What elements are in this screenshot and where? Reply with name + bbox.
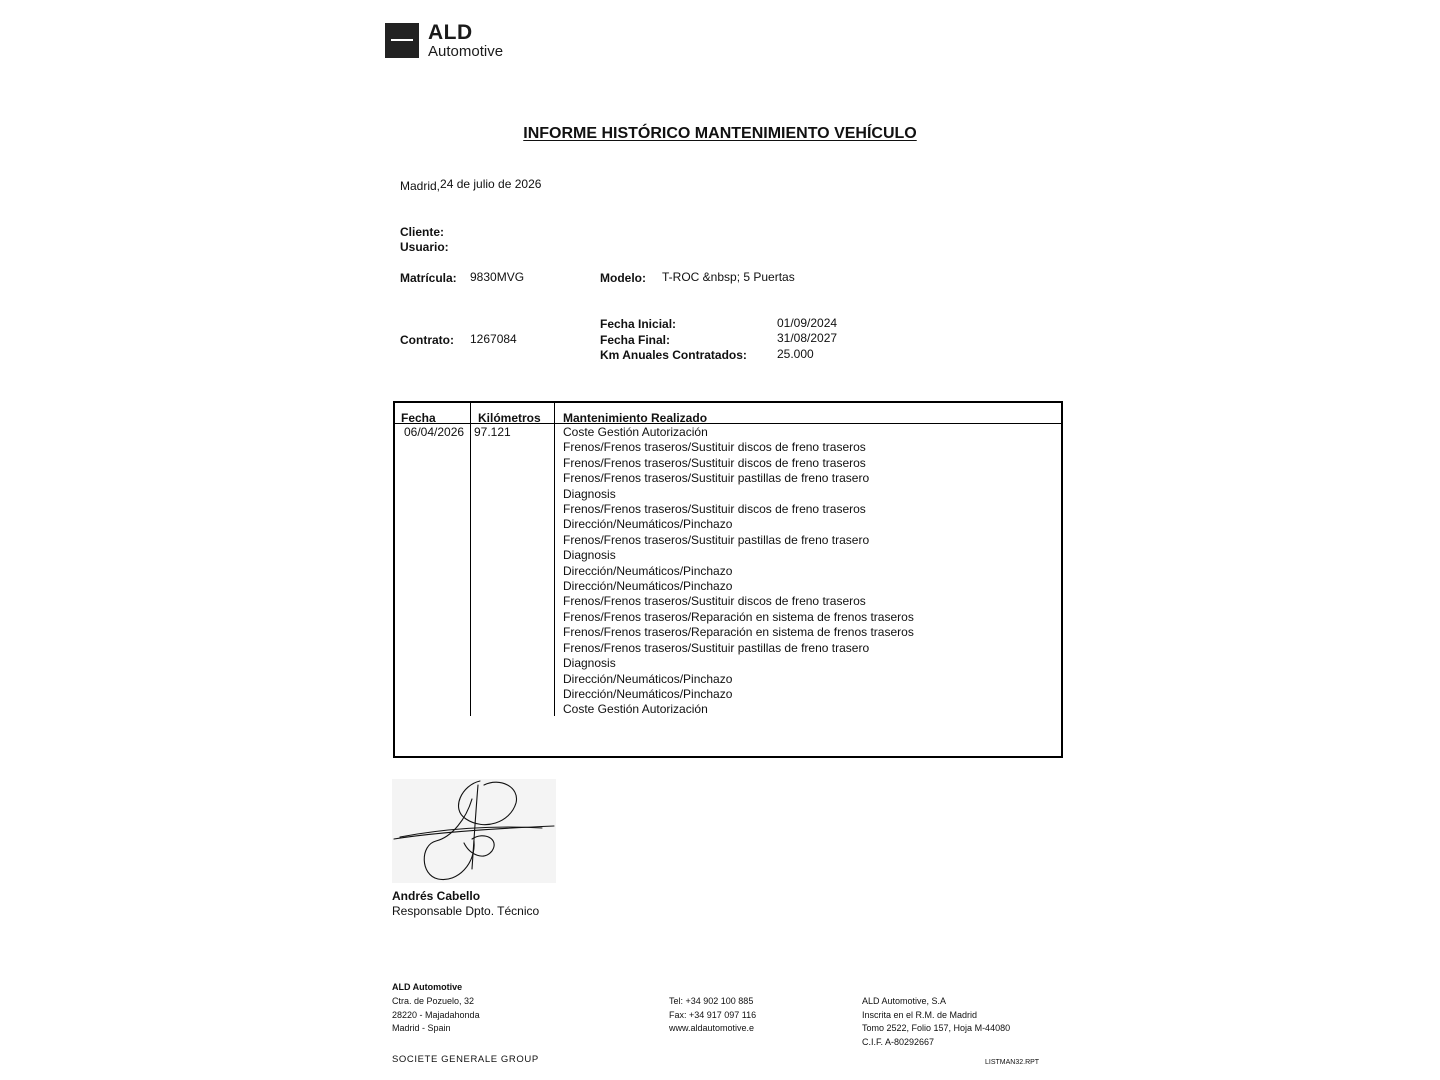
footer-company: ALD Automotive (392, 982, 463, 992)
cliente-label: Cliente: (400, 225, 445, 239)
maintenance-item: Dirección/Neumáticos/Pinchazo (563, 563, 733, 578)
km-anuales-value: 25.000 (777, 347, 814, 361)
maintenance-item: Frenos/Frenos traseros/Reparación en sistema de frenos traseros (563, 609, 914, 624)
report-title: INFORME HISTÓRICO MANTENIMIENTO VEHÍCULO (523, 125, 917, 142)
ald-automotive-logo (385, 22, 515, 62)
signer-name: Andrés Cabello (392, 889, 481, 903)
maintenance-list (563, 425, 914, 718)
footer-address (392, 995, 480, 1036)
maintenance-item: Frenos/Frenos traseros/Sustituir discos de freno traseros (563, 502, 866, 517)
maintenance-item: Diagnosis (563, 486, 616, 501)
footer-registry-line: C.I.F. A-80292667 (862, 1036, 935, 1047)
maintenance-item: Frenos/Frenos traseros/Sustituir pastillas de freno trasero (563, 471, 870, 486)
footer-website: www.aldautomotive.e (669, 1023, 755, 1034)
row-km: 97.121 (474, 425, 511, 439)
footer-phone: Tel: +34 902 100 885 (669, 996, 754, 1006)
report-code: LISTMAN32.RPT (985, 1059, 1040, 1066)
footer-address-line: 28220 - Majadahonda (392, 1009, 480, 1020)
modelo-label: Modelo: (600, 271, 646, 285)
maintenance-item: Frenos/Frenos traseros/Sustituir pastillas de freno trasero (563, 640, 870, 655)
maintenance-item: Frenos/Frenos traseros/Reparación en sistema de frenos traseros (563, 625, 914, 640)
maintenance-item: Frenos/Frenos traseros/Sustituir pastillas de freno trasero (563, 532, 870, 547)
column-divider-1 (470, 403, 471, 716)
maintenance-item: Frenos/Frenos traseros/Sustituir discos de freno traseros (563, 440, 866, 455)
usuario-label: Usuario: (400, 240, 449, 254)
footer-fax: Fax: +34 917 097 116 (669, 1009, 757, 1020)
matricula-label: Matrícula: (400, 271, 457, 285)
signature-image (392, 779, 556, 883)
maintenance-table (393, 401, 1063, 758)
maintenance-item: Coste Gestión Autorización (563, 702, 708, 717)
contrato-value: 1267084 (470, 332, 517, 346)
footer-registry (862, 995, 1010, 1049)
column-divider-2 (554, 403, 555, 716)
logo-text-ald: ALD (428, 21, 473, 44)
fecha-inicial-value: 01/09/2024 (777, 316, 838, 330)
header-kilometros: Kilómetros (478, 411, 541, 425)
fecha-final-value: 31/08/2027 (777, 331, 838, 345)
footer-address-line: Madrid - Spain (392, 1023, 451, 1034)
footer-registry-line: ALD Automotive, S.A (862, 996, 947, 1006)
footer-registry-line: Tomo 2522, Folio 157, Hoja M-44080 (862, 1023, 1011, 1034)
maintenance-item: Frenos/Frenos traseros/Sustituir discos de freno traseros (563, 594, 866, 609)
maintenance-item: Diagnosis (563, 548, 616, 563)
maintenance-item: Frenos/Frenos traseros/Sustituir discos de freno traseros (563, 455, 866, 470)
footer-registry-line: Inscrita en el R.M. de Madrid (862, 1009, 978, 1020)
maintenance-item: Coste Gestión Autorización (563, 425, 708, 439)
handwritten-signature-icon (392, 779, 556, 883)
maintenance-item: Dirección/Neumáticos/Pinchazo (563, 686, 733, 701)
footer-address-line: Ctra. de Pozuelo, 32 (392, 996, 475, 1006)
header-divider (395, 423, 1061, 424)
km-anuales-label: Km Anuales Contratados: (600, 348, 747, 362)
header-fecha: Fecha (401, 411, 436, 425)
date-city: Madrid, (400, 179, 441, 193)
fecha-inicial-label: Fecha Inicial: (600, 317, 677, 331)
date-line (400, 179, 541, 194)
signer-role: Responsable Dpto. Técnico (392, 904, 540, 918)
contrato-label: Contrato: (400, 333, 454, 347)
maintenance-item: Dirección/Neumáticos/Pinchazo (563, 517, 733, 532)
footer-group: SOCIETE GENERALE GROUP (392, 1054, 539, 1065)
maintenance-item: Diagnosis (563, 656, 616, 671)
footer-contact (669, 995, 756, 1036)
header-mantenimiento: Mantenimiento Realizado (563, 411, 708, 425)
modelo-value: T-ROC &nbsp; 5 Puertas (662, 270, 795, 284)
maintenance-item: Dirección/Neumáticos/Pinchazo (563, 671, 733, 686)
logo-mark-icon (385, 23, 419, 58)
logo-text-automotive: Automotive (428, 43, 504, 60)
row-date: 06/04/2026 (404, 425, 465, 439)
matricula-value: 9830MVG (470, 270, 525, 284)
maintenance-item: Dirección/Neumáticos/Pinchazo (563, 579, 733, 594)
report-date: 24 de julio de 2026 (440, 177, 542, 191)
fecha-final-label: Fecha Final: (600, 333, 671, 347)
